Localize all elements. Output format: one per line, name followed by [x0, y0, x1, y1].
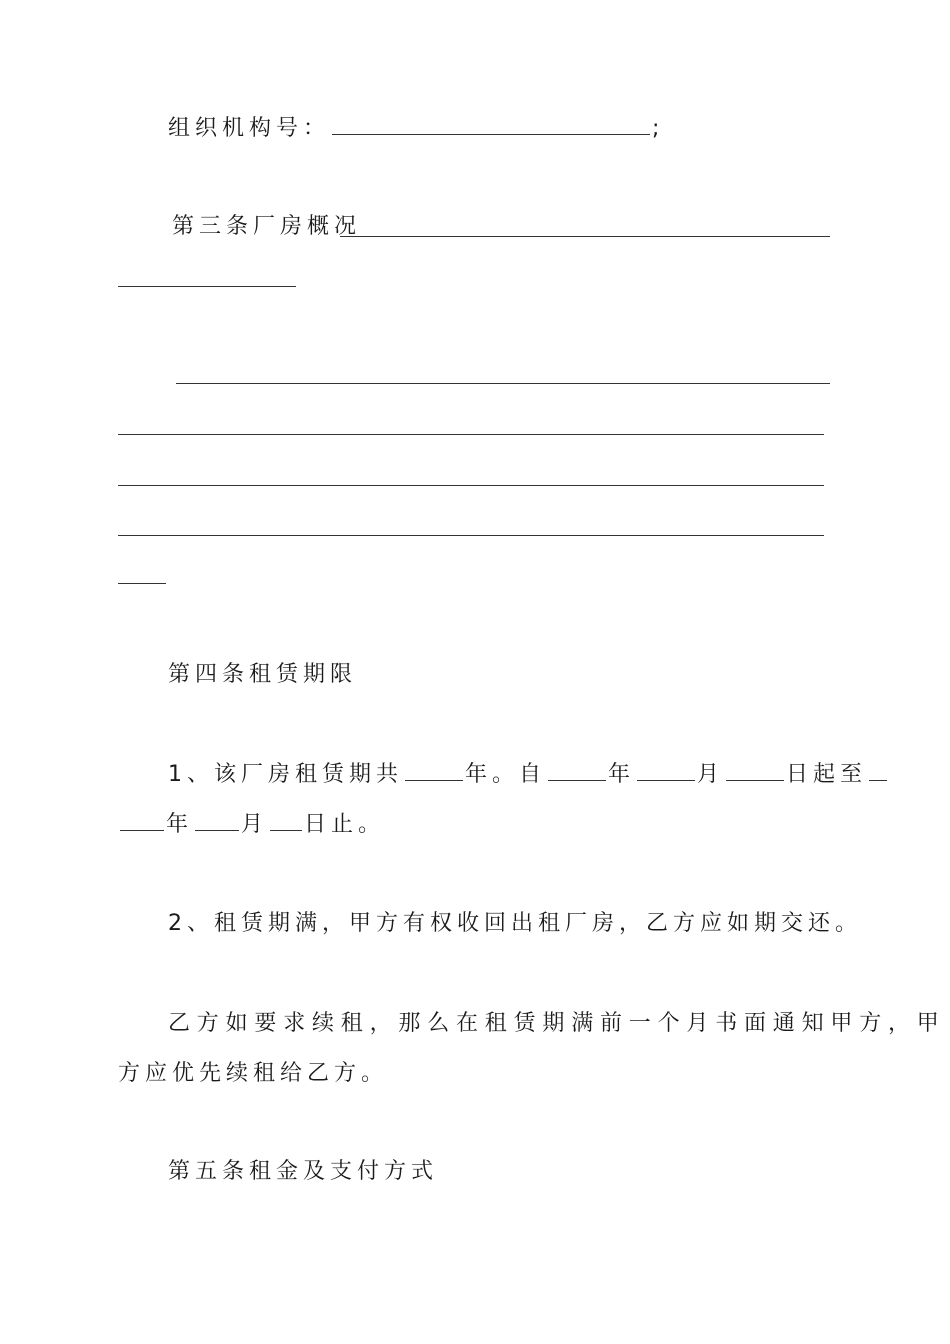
- lease-term-line-2: [118, 810, 385, 840]
- article4-title: 第四条租赁期限: [168, 662, 358, 687]
- description-blank-5[interactable]: [118, 583, 166, 584]
- end-year-blank-b[interactable]: [120, 810, 164, 831]
- lease-expiry-text: 2、租赁期满，甲方有权收回出租厂房，乙方应如期交还。: [168, 911, 862, 936]
- renewal-line-1: [168, 1009, 946, 1039]
- description-blank-2[interactable]: [118, 434, 824, 435]
- description-blank-3[interactable]: [118, 485, 824, 486]
- lease-term-text-4: 月: [697, 762, 725, 787]
- org-code-end: ;: [652, 116, 665, 141]
- lease-term-text-2: 年。自: [465, 762, 547, 787]
- renewal-text-2: 方应优先续租给乙方。: [118, 1061, 389, 1086]
- lease-term-line-1: [168, 760, 889, 790]
- article3-blank-cont[interactable]: [118, 286, 296, 287]
- description-blank-4[interactable]: [118, 535, 824, 536]
- end-day-blank[interactable]: [270, 810, 302, 831]
- article4-title-line: [168, 660, 357, 690]
- lease-term-text-8: 日止。: [304, 812, 386, 837]
- start-day-blank[interactable]: [726, 760, 784, 781]
- end-month-blank[interactable]: [195, 810, 239, 831]
- lease-term-text-6: 年: [166, 812, 194, 837]
- lease-expiry-line: [168, 909, 862, 939]
- org-code-line: [168, 114, 664, 144]
- article5-title: 第五条租金及支付方式: [168, 1159, 439, 1184]
- article3-title: 第三条厂房概况: [172, 214, 362, 239]
- start-month-blank[interactable]: [637, 760, 695, 781]
- lease-term-text-1: 1、该厂房租赁期共: [168, 762, 403, 787]
- org-code-label: 组织机构号：: [168, 116, 331, 141]
- org-code-blank[interactable]: [332, 114, 650, 135]
- article3-title-blank[interactable]: [340, 236, 830, 237]
- start-year-blank[interactable]: [548, 760, 606, 781]
- description-blank-1[interactable]: [176, 383, 830, 384]
- article3-title-line: [172, 212, 361, 242]
- lease-years-blank[interactable]: [405, 760, 463, 781]
- renewal-line-2: [118, 1059, 388, 1089]
- lease-term-text-5: 日起至: [786, 762, 868, 787]
- end-year-blank-a[interactable]: [869, 760, 887, 781]
- lease-term-text-7: 月: [241, 812, 269, 837]
- article5-title-line: [168, 1157, 438, 1187]
- renewal-text-1: 乙方如要求续租，那么在租赁期满前一个月书面通知甲方，甲: [168, 1011, 946, 1036]
- lease-term-text-3: 年: [608, 762, 636, 787]
